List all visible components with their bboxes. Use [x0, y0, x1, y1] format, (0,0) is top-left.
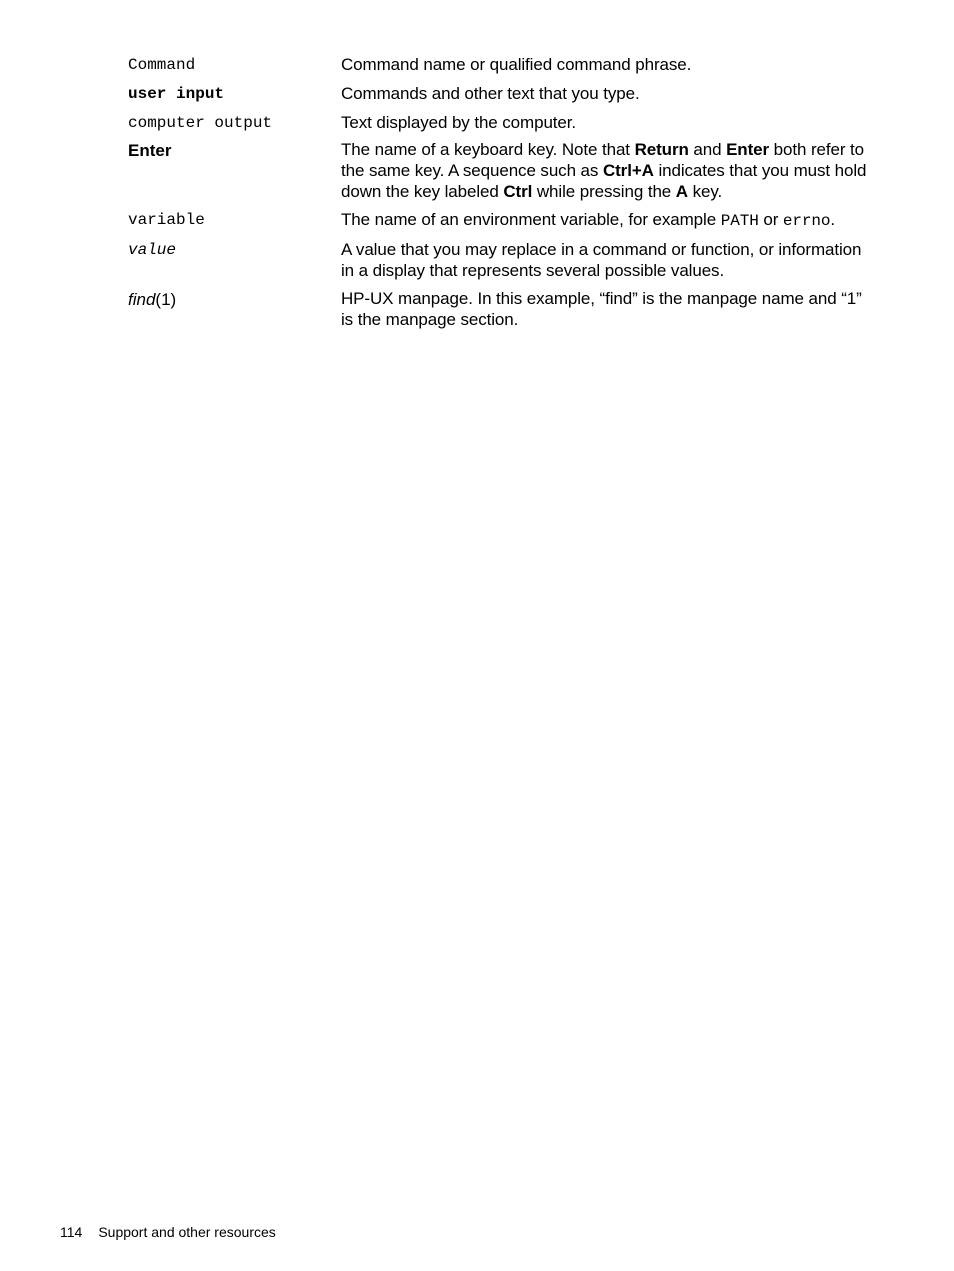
term-manpage — [128, 288, 341, 310]
desc-value: A value that you may replace in a command or function, or information in a display that represents several possible values. — [341, 240, 862, 280]
desc-text: while pressing the — [532, 182, 676, 201]
example-path: PATH — [720, 212, 759, 230]
example-errno: errno — [782, 212, 831, 230]
term-value: value — [128, 241, 177, 259]
term-user-input: user input — [128, 85, 225, 103]
conventions-table — [128, 54, 873, 330]
desc-computer-output: Text displayed by the computer. — [341, 113, 577, 132]
manpage-section: (1) — [155, 290, 177, 309]
key-enter: Enter — [726, 140, 770, 159]
key-return: Return — [634, 140, 689, 159]
convention-row-user-input — [128, 83, 873, 105]
desc-text: key. — [687, 182, 723, 201]
desc-text: or — [758, 210, 783, 229]
page-number: 114 — [60, 1224, 83, 1240]
desc-text: indicates that you must hold down the key labeled — [341, 161, 867, 201]
desc-enter — [341, 139, 873, 202]
desc-text: both refer to the same key. A sequence such as — [341, 140, 865, 180]
convention-row-value — [128, 239, 873, 281]
convention-row-manpage — [128, 288, 873, 330]
term-variable: variable — [128, 211, 205, 229]
desc-manpage: HP-UX manpage. In this example, “find” is the manpage name and “1” is the manpage section. — [341, 289, 862, 329]
term-command: Command — [128, 56, 196, 74]
convention-row-computer-output — [128, 112, 873, 134]
page-footer — [60, 1223, 276, 1241]
desc-text: and — [688, 140, 727, 159]
key-a: A — [675, 182, 688, 201]
desc-command: Command name or qualified command phrase. — [341, 55, 692, 74]
desc-text: The name of a keyboard key. Note that — [341, 140, 635, 159]
convention-row-variable — [128, 209, 873, 232]
footer-section-title: Support and other resources — [98, 1224, 276, 1240]
key-ctrl: Ctrl — [503, 182, 533, 201]
manpage-name: find — [128, 290, 156, 309]
convention-row-enter — [128, 139, 873, 202]
desc-user-input: Commands and other text that you type. — [341, 84, 640, 103]
desc-variable — [341, 209, 873, 232]
desc-text: . — [830, 210, 836, 229]
convention-row-command — [128, 54, 873, 76]
term-computer-output: computer output — [128, 114, 273, 132]
key-ctrl-a: Ctrl+A — [602, 161, 654, 180]
desc-text: The name of an environment variable, for example — [341, 210, 721, 229]
term-enter: Enter — [128, 141, 172, 160]
